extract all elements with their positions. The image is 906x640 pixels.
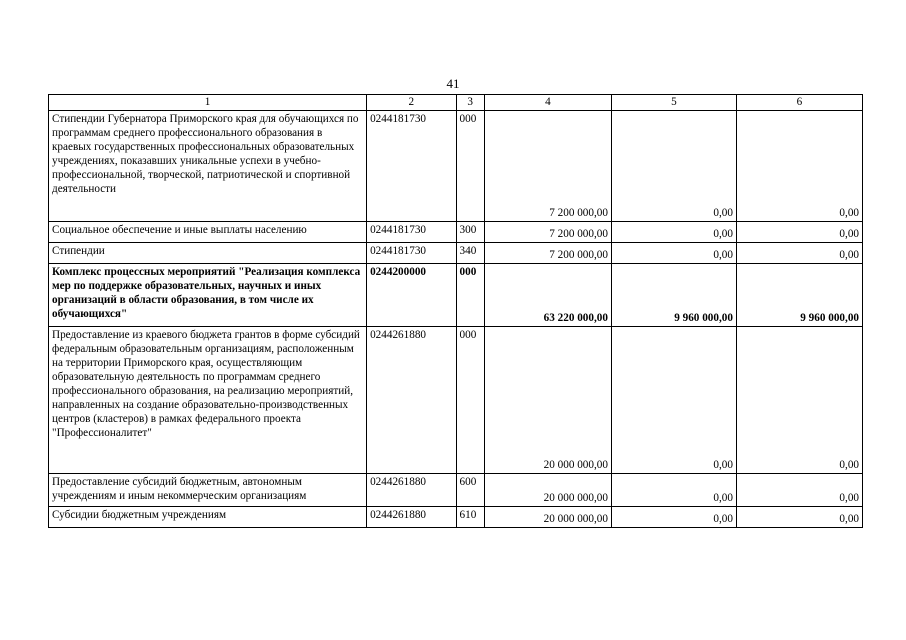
row-name-cell: Предоставление субсидий бюджетным, автономным учреждениям и иным некоммерческим организациям (49, 474, 367, 507)
row-value-col6: 0,00 (736, 474, 862, 507)
budget-table (48, 94, 863, 528)
row-code-cell: 0244181730 (367, 111, 456, 222)
row-value-col5: 0,00 (611, 474, 736, 507)
row-name-cell: Комплекс процессных мероприятий "Реализация комплекса мер по поддержке образовательных, научных и иных организаций в области образования, в том числе их обучающихся" (49, 264, 367, 327)
row-value-col6: 0,00 (736, 222, 862, 243)
row-value-col6: 0,00 (736, 111, 862, 222)
row-value-col4: 7 200 000,00 (484, 243, 611, 264)
row-type-cell: 000 (456, 264, 484, 327)
row-value-col5: 0,00 (611, 327, 736, 474)
header-row (49, 95, 863, 111)
row-value-col4: 20 000 000,00 (484, 327, 611, 474)
column-header: 5 (611, 95, 736, 111)
column-header: 3 (456, 95, 484, 111)
column-header: 1 (49, 95, 367, 111)
row-value-col5: 0,00 (611, 222, 736, 243)
table-row (49, 264, 863, 327)
row-value-col6: 0,00 (736, 243, 862, 264)
row-value-col5: 0,00 (611, 111, 736, 222)
row-code-cell: 0244181730 (367, 243, 456, 264)
row-value-col4: 20 000 000,00 (484, 507, 611, 528)
row-name-cell: Стипендии Губернатора Приморского края для обучающихся по программам среднего профессионального образования в краевых государственных профессиональных образовательных учреждениях, показавших уникальные успехи в учебно-профессиональной, творческой, патриотической и спортивной деятельности (49, 111, 367, 222)
row-name-cell: Предоставление из краевого бюджета грантов в форме субсидий федеральным образовательным организациям, расположенным на территории Приморского края, осуществляющим образовательную деятельность по программам среднего профессионального образования, на реализацию мероприятий, направленных на создание образовательно-производственных центров (кластеров) в рамках федерального проекта "Профессионалитет" (49, 327, 367, 474)
row-value-col5: 9 960 000,00 (611, 264, 736, 327)
table-row (49, 327, 863, 474)
row-code-cell: 0244181730 (367, 222, 456, 243)
table-row (49, 474, 863, 507)
table-row (49, 222, 863, 243)
row-value-col5: 0,00 (611, 507, 736, 528)
row-name-cell: Субсидии бюджетным учреждениям (49, 507, 367, 528)
row-code-cell: 0244261880 (367, 327, 456, 474)
row-type-cell: 300 (456, 222, 484, 243)
row-value-col5: 0,00 (611, 243, 736, 264)
page-number: 41 (446, 76, 460, 91)
row-value-col4: 7 200 000,00 (484, 111, 611, 222)
column-header: 6 (736, 95, 862, 111)
row-name-cell: Социальное обеспечение и иные выплаты населению (49, 222, 367, 243)
column-header: 2 (367, 95, 456, 111)
row-code-cell: 0244200000 (367, 264, 456, 327)
row-value-col4: 7 200 000,00 (484, 222, 611, 243)
row-name-cell: Стипендии (49, 243, 367, 264)
column-header: 4 (484, 95, 611, 111)
row-value-col6: 0,00 (736, 507, 862, 528)
row-type-cell: 610 (456, 507, 484, 528)
row-value-col4: 63 220 000,00 (484, 264, 611, 327)
row-code-cell: 0244261880 (367, 474, 456, 507)
row-type-cell: 000 (456, 327, 484, 474)
table-row (49, 243, 863, 264)
row-code-cell: 0244261880 (367, 507, 456, 528)
table-row (49, 111, 863, 222)
row-value-col4: 20 000 000,00 (484, 474, 611, 507)
row-type-cell: 000 (456, 111, 484, 222)
row-type-cell: 600 (456, 474, 484, 507)
row-value-col6: 9 960 000,00 (736, 264, 862, 327)
table-row (49, 507, 863, 528)
row-value-col6: 0,00 (736, 327, 862, 474)
row-type-cell: 340 (456, 243, 484, 264)
